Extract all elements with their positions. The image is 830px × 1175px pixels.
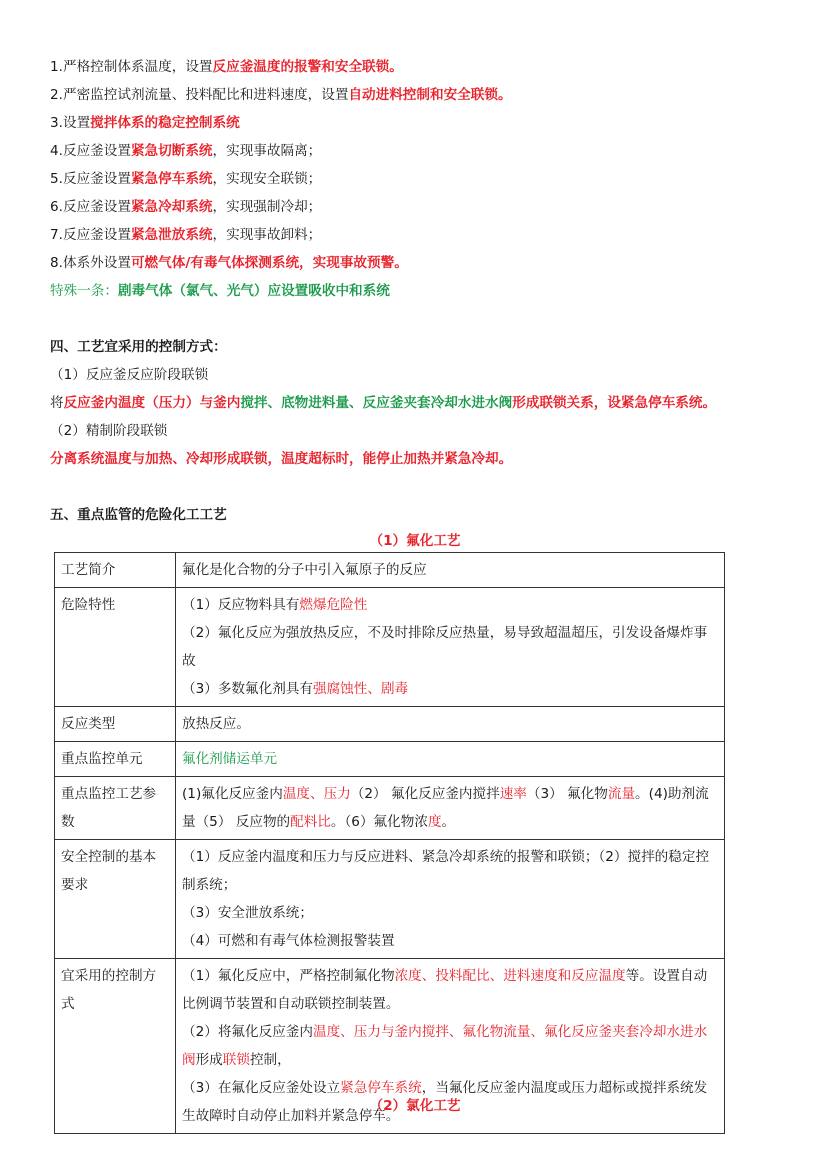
table-row (55, 777, 725, 840)
table-caption-fluorination: （1）氟化工艺 (369, 533, 461, 549)
measure-2: 2.严密监控试剂流量、投料配比和进料速度，设置自动进料控制和安全联锁。 (50, 87, 512, 103)
row-value: (1)氟化反应釜内温度、压力（2） 氟化反应釜内搅拌速率（3） 氟化物流量。(4)助剂流量（5） 反应物的配料比。（6）氟化物浓度。 (176, 777, 725, 840)
measure-8: 8.体系外设置可燃气体/有毒气体探测系统，实现事故预警。 (50, 255, 408, 271)
row-label: 安全控制的基本要求 (55, 840, 176, 959)
measure-4: 4.反应釜设置紧急切断系统，实现事故隔离； (50, 143, 322, 159)
measure-1: 1.严格控制体系温度，设置反应釜温度的报警和安全联锁。 (50, 59, 403, 75)
row-label: 重点监控工艺参数 (55, 777, 176, 840)
table-caption-chlorination: （2）氯化工艺 (369, 1098, 461, 1114)
row-value: 氟化剂储运单元 (176, 742, 725, 777)
measure-6: 6.反应釜设置紧急冷却系统，实现强制冷却； (50, 199, 322, 215)
row-value: 放热反应。 (176, 707, 725, 742)
row-value: （1）反应物料具有燃爆危险性 （2）氟化反应为强放热反应，不及时排除反应热量，易导致超温超压，引发设备爆炸事故 （3）多数氟化剂具有强腐蚀性、剧毒 (176, 588, 725, 707)
table-row (55, 742, 725, 777)
section-5-heading: 五、重点监管的危险化工工艺 (50, 507, 227, 523)
row-label: 工艺简介 (55, 553, 176, 588)
row-label: 宜采用的控制方式 (55, 959, 176, 1134)
measure-5: 5.反应釜设置紧急停车系统，实现安全联锁； (50, 171, 322, 187)
special-measure: 特殊一条：剧毒气体（氯气、光气）应设置吸收中和系统 (50, 283, 390, 299)
section-4-text2: 分离系统温度与加热、冷却形成联锁，温度超标时，能停止加热并紧急冷却。 (50, 451, 513, 467)
row-label: 重点监控单元 (55, 742, 176, 777)
table-row (55, 707, 725, 742)
fluorination-table (54, 552, 725, 1134)
row-label: 危险特性 (55, 588, 176, 707)
section-4-sub1: （1）反应釜反应阶段联锁 (50, 367, 209, 383)
section-4-heading: 四、工艺宜采用的控制方式： (50, 339, 227, 355)
table-row (55, 588, 725, 707)
measure-3: 3.设置搅拌体系的稳定控制系统 (50, 115, 240, 131)
row-value: 氟化是化合物的分子中引入氟原子的反应 (176, 553, 725, 588)
table-row (55, 840, 725, 959)
table-row (55, 553, 725, 588)
section-4-sub2: （2）精制阶段联锁 (50, 423, 168, 439)
row-label: 反应类型 (55, 707, 176, 742)
row-value: （1）氟化反应中，严格控制氟化物浓度、投料配比、进料速度和反应温度等。设置自动比例调节装置和自动联锁控制装置。 （2）将氟化反应釜内温度、压力与釜内搅拌、氟化物流量、氟化反应釜夹套冷却水进水阀形成联锁控制， （3）在氟化反应釜处设立紧急停车系统，当氟化反应釜内温度或压力超标或搅拌系统发生故障时自动停止加料并紧急停车。 (176, 959, 725, 1134)
section-4-text1: 将反应釜内温度（压力）与釜内搅拌、底物进料量、反应釜夹套冷却水进水阀形成联锁关系，设紧急停车系统。 (50, 395, 717, 411)
row-value: （1）反应釜内温度和压力与反应进料、紧急冷却系统的报警和联锁；（2）搅拌的稳定控制系统； （3）安全泄放系统； （4）可燃和有毒气体检测报警装置 (176, 840, 725, 959)
measure-7: 7.反应釜设置紧急泄放系统，实现事故卸料； (50, 227, 322, 243)
